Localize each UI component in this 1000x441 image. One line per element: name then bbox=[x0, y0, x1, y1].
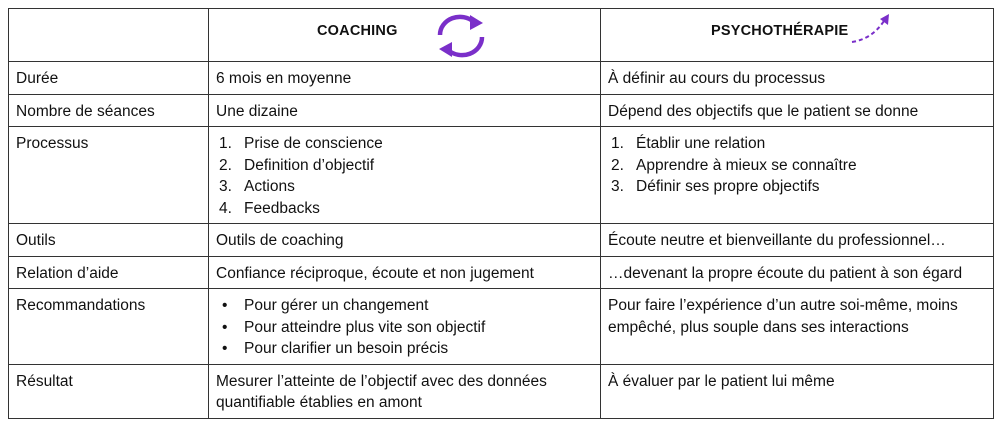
coaching-steps-list bbox=[216, 133, 593, 219]
psy-cell: …devenant la propre écoute du patient à son égard bbox=[601, 256, 994, 289]
label-cell: Outils bbox=[9, 224, 209, 257]
step-number: 3. bbox=[219, 178, 232, 195]
list-item bbox=[216, 338, 593, 360]
label-cell: Résultat bbox=[9, 364, 209, 418]
item-text: Pour atteindre plus vite son objectif bbox=[244, 318, 486, 336]
coaching-recommendations-list bbox=[216, 295, 593, 360]
list-item bbox=[216, 176, 593, 198]
list-item bbox=[608, 133, 986, 155]
bullet: • bbox=[222, 318, 228, 336]
psy-cell: À évaluer par le patient lui même bbox=[601, 364, 994, 418]
step-text: Feedbacks bbox=[244, 199, 320, 217]
comparison-table bbox=[8, 8, 994, 419]
step-number: 4. bbox=[219, 199, 232, 217]
psy-cell: Pour faire l’expérience d’un autre soi-même, moins empêché, plus souple dans ses interactions bbox=[601, 289, 994, 365]
row-relation bbox=[9, 256, 994, 289]
step-number: 1. bbox=[611, 135, 624, 152]
row-duree bbox=[9, 62, 994, 95]
row-resultat bbox=[9, 364, 994, 418]
psy-cell bbox=[601, 127, 994, 224]
bullet: • bbox=[222, 297, 228, 314]
psy-cell: À définir au cours du processus bbox=[601, 62, 994, 95]
list-item bbox=[608, 176, 986, 198]
list-item bbox=[216, 198, 593, 220]
step-number: 2. bbox=[219, 156, 232, 174]
coaching-cell bbox=[209, 289, 601, 365]
step-text: Définir ses propre objectifs bbox=[636, 178, 820, 195]
row-seances bbox=[9, 94, 994, 127]
step-text: Prise de conscience bbox=[244, 135, 383, 152]
step-number: 1. bbox=[219, 135, 232, 152]
label-cell: Nombre de séances bbox=[9, 94, 209, 127]
list-item bbox=[216, 317, 593, 339]
label-cell: Durée bbox=[9, 62, 209, 95]
dashed-arrow-icon bbox=[850, 13, 892, 45]
coaching-cell bbox=[209, 127, 601, 224]
label-cell: Recommandations bbox=[9, 289, 209, 365]
step-number: 3. bbox=[611, 178, 624, 195]
header-psy-cell bbox=[601, 9, 994, 62]
header-psychotherapie: PSYCHOTHÉRAPIE bbox=[711, 23, 849, 39]
list-item bbox=[216, 133, 593, 155]
coaching-cell: Outils de coaching bbox=[209, 224, 601, 257]
item-text: Pour gérer un changement bbox=[244, 297, 429, 314]
psy-cell: Dépend des objectifs que le patient se donne bbox=[601, 94, 994, 127]
psy-steps-list bbox=[608, 133, 986, 198]
item-text: Pour clarifier un besoin précis bbox=[244, 340, 449, 357]
list-item bbox=[608, 155, 986, 177]
step-number: 2. bbox=[611, 156, 624, 174]
step-text: Apprendre à mieux se connaître bbox=[636, 156, 857, 174]
row-recommandations bbox=[9, 289, 994, 365]
header-coaching: COACHING bbox=[317, 23, 398, 39]
header-empty-cell bbox=[9, 9, 209, 62]
step-text: Établir une relation bbox=[636, 135, 766, 152]
list-item bbox=[216, 295, 593, 317]
coaching-cell: Confiance réciproque, écoute et non jugement bbox=[209, 256, 601, 289]
row-outils bbox=[9, 224, 994, 257]
bullet: • bbox=[222, 340, 228, 357]
coaching-cell: 6 mois en moyenne bbox=[209, 62, 601, 95]
label-cell: Relation d’aide bbox=[9, 256, 209, 289]
coaching-cell: Mesurer l’atteinte de l’objectif avec des données quantifiable établies en amont bbox=[209, 364, 601, 418]
coaching-cell: Une dizaine bbox=[209, 94, 601, 127]
header-coaching-cell bbox=[209, 9, 601, 62]
step-text: Definition d’objectif bbox=[244, 156, 375, 174]
label-cell: Processus bbox=[9, 127, 209, 224]
psy-cell: Écoute neutre et bienveillante du professionnel… bbox=[601, 224, 994, 257]
list-item bbox=[216, 155, 593, 177]
step-text: Actions bbox=[244, 178, 295, 195]
refresh-cycle-icon bbox=[431, 13, 491, 59]
header-row bbox=[9, 9, 994, 62]
row-processus bbox=[9, 127, 994, 224]
